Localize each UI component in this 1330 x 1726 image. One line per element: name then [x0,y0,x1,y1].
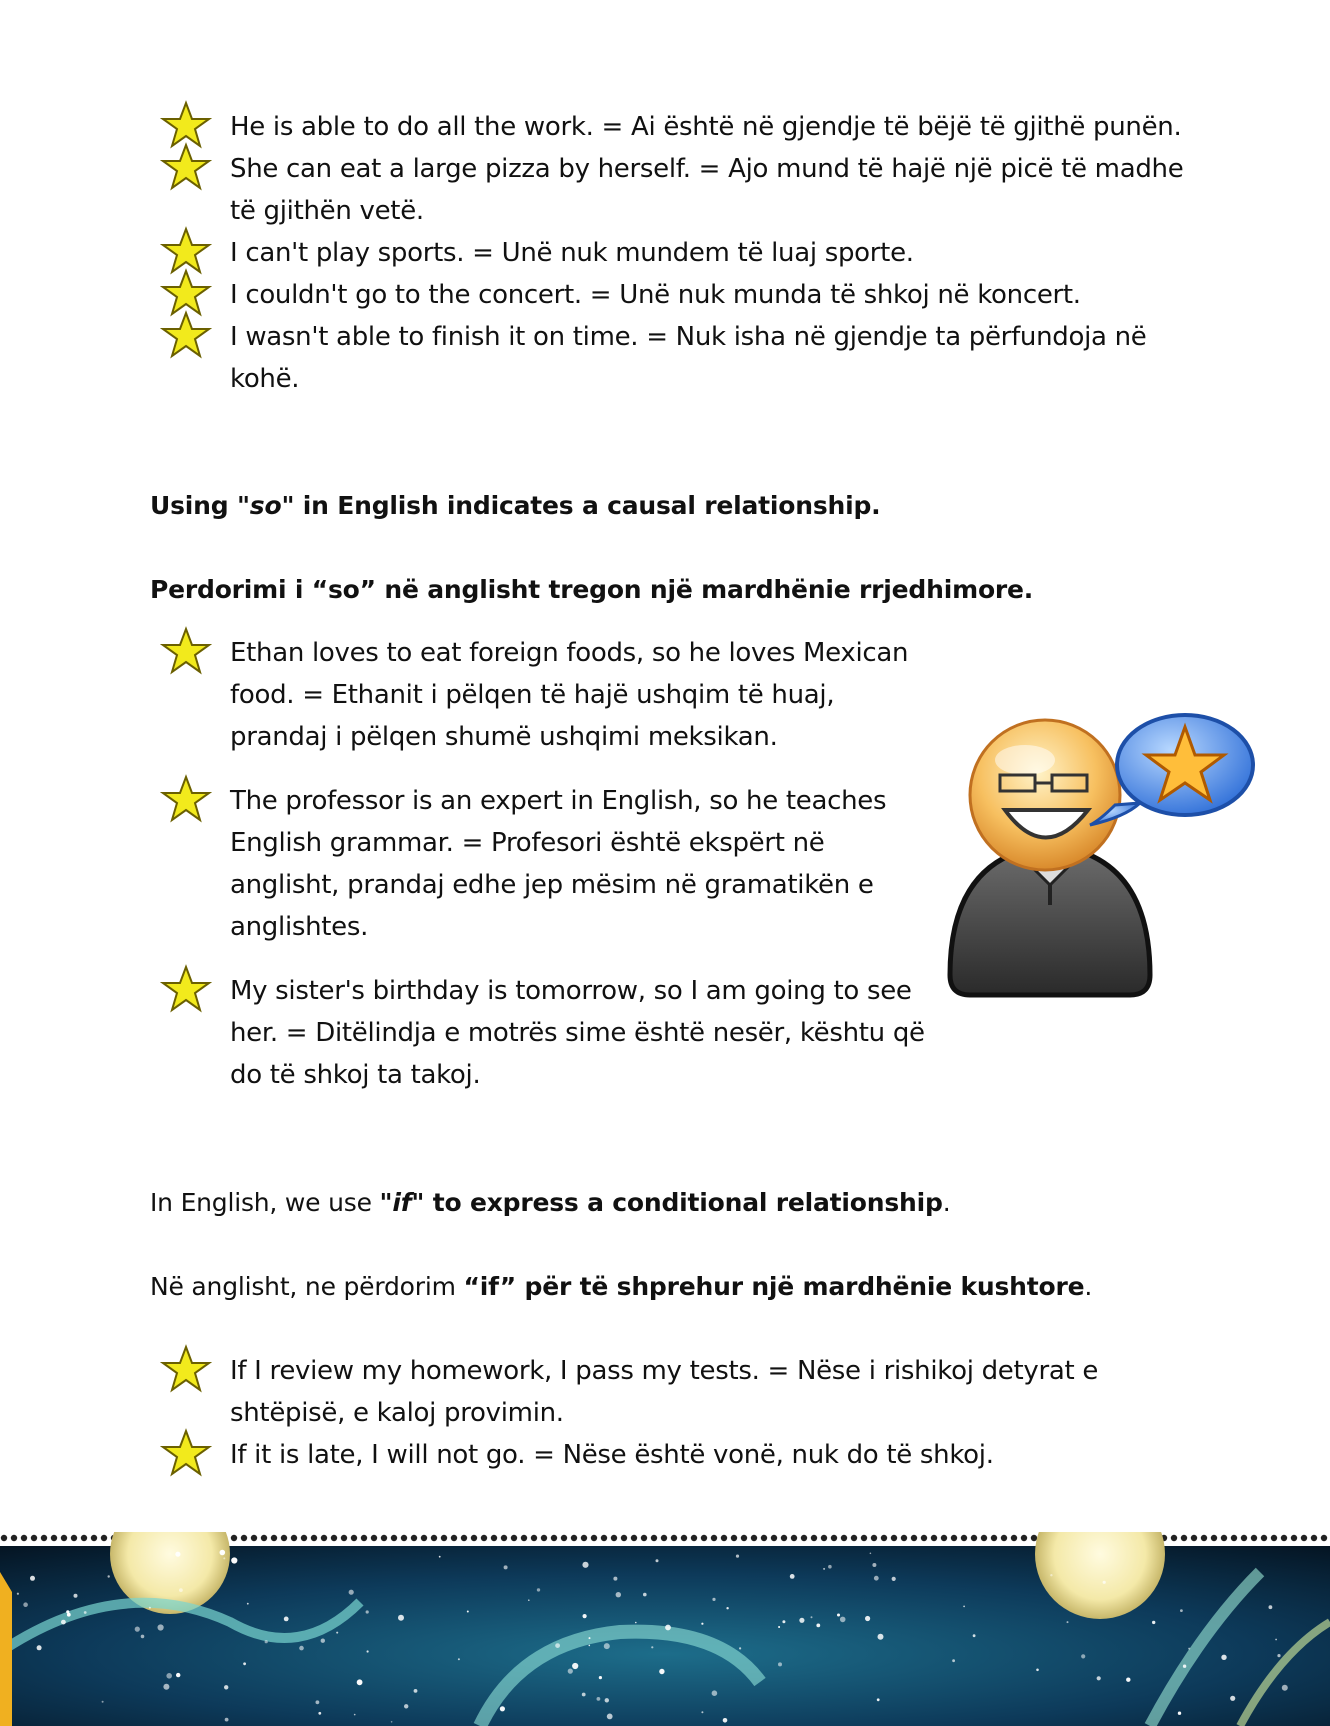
sky-star [878,1634,884,1640]
sky-star [284,1617,289,1622]
example-line: food. = Ethanit i pëlqen të hajë ushqim të huaj, [230,680,835,710]
border-dot [461,1535,467,1541]
sky-star [782,1620,785,1623]
border-dot [1261,1535,1267,1541]
sky-star [1221,1655,1226,1660]
border-dot [911,1535,917,1541]
border-dot [341,1535,347,1541]
border-dot [31,1535,37,1541]
border-dot [841,1535,847,1541]
sky-star [67,1613,71,1617]
border-dot [1271,1535,1277,1541]
example-item [160,316,1183,400]
border-dot [541,1535,547,1541]
if-albanian-prefix: Në anglisht, ne përdorim [150,1272,464,1301]
border-dot [241,1535,247,1541]
sky-star [1275,1639,1277,1641]
if-heading-albanian [150,1270,1092,1304]
sky-star [811,1616,813,1618]
sky-star [613,1577,617,1581]
sky-star [1178,1712,1181,1715]
sky-star [1126,1678,1130,1682]
border-dot [771,1535,777,1541]
sky-star [739,1647,741,1649]
sky-star [874,1576,879,1581]
sky-star [599,1676,602,1679]
sky-star [651,1646,653,1648]
sky-star [223,1557,225,1559]
sky-star [354,1714,356,1716]
example-line: prandaj i pëlqen shumë ushqimi meksikan. [230,722,778,752]
so-heading-prefix: Using " [150,491,250,520]
sky-star [504,1565,508,1569]
if-albanian-end: . [1084,1272,1093,1301]
sky-star [247,1603,249,1605]
border-dot [901,1535,907,1541]
sky-star [837,1614,840,1617]
sky-star [265,1640,268,1643]
sky-star [607,1714,613,1720]
border-dot [61,1535,67,1541]
sky-star [1103,1581,1106,1584]
border-dot [1181,1535,1187,1541]
border-dot [641,1535,647,1541]
border-dot [921,1535,927,1541]
so-heading-english [150,489,880,523]
sky-star [616,1592,621,1597]
border-dot [701,1535,707,1541]
sky-star [870,1553,872,1555]
border-dot [881,1535,887,1541]
sky-star [321,1639,325,1643]
border-dot [661,1535,667,1541]
example-item [160,1434,1098,1476]
sky-star [299,1646,304,1651]
sky-star [1050,1574,1052,1576]
border-dot [1281,1535,1287,1541]
border-dot [281,1535,287,1541]
border-dot [1,1535,7,1541]
border-dot [401,1535,407,1541]
border-dot [391,1535,397,1541]
border-dot [851,1535,857,1541]
sky-star [163,1684,169,1690]
border-dot [411,1535,417,1541]
if-albanian-bold: “if” për të shprehur një mardhënie kushtore [463,1272,1085,1301]
border-dot [1011,1535,1017,1541]
example-line: të gjithën vetë. [230,196,424,226]
border-dot [951,1535,957,1541]
ability-examples-list [160,106,1183,400]
sky-star [404,1704,408,1708]
sky-star [963,1606,965,1608]
border-dot [431,1535,437,1541]
border-dot [581,1535,587,1541]
if-heading-rest: to express a conditional relationship [424,1188,943,1217]
border-dot [791,1535,797,1541]
border-dot [1291,1535,1297,1541]
sky-star [458,1658,460,1660]
border-dot [81,1535,87,1541]
border-dot [1241,1535,1247,1541]
example-line: English grammar. = Profesori është ekspërt në [230,828,825,858]
sky-star [816,1624,820,1628]
border-dot [591,1535,597,1541]
border-dot [811,1535,817,1541]
sky-star [367,1650,369,1652]
example-line: anglishtes. [230,912,369,942]
example-line: do të shkoj ta takoj. [230,1060,481,1090]
border-dot [551,1535,557,1541]
sky-star [635,1622,637,1624]
sky-star [366,1610,369,1613]
sky-star [175,1552,180,1557]
border-dot [891,1535,897,1541]
sky-star [141,1635,145,1639]
border-dot [1001,1535,1007,1541]
yellow-star-icon [160,626,212,678]
sky-star [712,1690,718,1696]
border-dot [421,1535,427,1541]
example-item [160,148,1183,232]
sky-star [357,1679,363,1685]
border-dot [1301,1535,1307,1541]
border-dot [371,1535,377,1541]
example-line: The professor is an expert in English, so he teaches [230,786,887,816]
example-line: My sister's birthday is tomorrow, so I am going to see [230,976,912,1006]
yellow-star-icon [160,1428,212,1480]
border-dot [481,1535,487,1541]
sky-star [336,1632,338,1634]
sky-star [528,1599,530,1601]
example-line: Ethan loves to eat foreign foods, so he loves Mexican [230,638,909,668]
border-dot [531,1535,537,1541]
sky-star [572,1663,578,1669]
border-dot [331,1535,337,1541]
sky-star [318,1712,321,1715]
border-dot [781,1535,787,1541]
example-line: kohë. [230,364,300,394]
sky-star [665,1625,671,1631]
border-dot [71,1535,77,1541]
sky-star [391,1721,393,1723]
border-dot [351,1535,357,1541]
sky-star [23,1602,28,1607]
example-item [160,106,1183,148]
if-keyword: if [392,1188,412,1217]
example-line: If I review my homework, I pass my tests. = Nëse i rishikoj detyrat e [230,1356,1099,1386]
border-dot [571,1535,577,1541]
border-dot [11,1535,17,1541]
border-dot [321,1535,327,1541]
yellow-star-icon [160,774,212,826]
border-dot [101,1535,107,1541]
sky-star [1230,1696,1235,1701]
sky-star [220,1550,226,1556]
sky-star [74,1594,78,1598]
sky-star [790,1574,795,1579]
sky-star [726,1607,728,1609]
sky-star [582,1562,588,1568]
sky-star [823,1568,825,1570]
sky-star [176,1673,180,1677]
sky-star [589,1645,591,1647]
sky-star [224,1685,228,1689]
sky-star [892,1577,896,1581]
sky-star [1036,1669,1039,1672]
border-dot [51,1535,57,1541]
sky-star [736,1555,739,1558]
border-dot [291,1535,297,1541]
sky-star [840,1617,846,1623]
sky-star [349,1590,354,1595]
border-dot [521,1535,527,1541]
border-dot [691,1535,697,1541]
sky-star [643,1593,647,1597]
sky-star [149,1607,151,1609]
sky-star [1152,1621,1155,1624]
border-dot [1251,1535,1257,1541]
border-dot [961,1535,967,1541]
border-dot [971,1535,977,1541]
professor-avatar-icon [940,705,1260,1005]
border-dot [251,1535,257,1541]
sky-star [1180,1609,1183,1612]
border-dot [831,1535,837,1541]
if-heading-prefix: In English, we use [150,1188,380,1217]
sky-star [17,1593,19,1595]
sky-star [1277,1654,1280,1657]
border-dot [1211,1535,1217,1541]
border-dot [91,1535,97,1541]
sky-star [799,1618,804,1623]
border-dot [941,1535,947,1541]
sky-star [135,1627,140,1632]
border-dot [651,1535,657,1541]
yellow-star-icon [160,964,212,1016]
sky-star [597,1697,601,1701]
example-item [160,632,925,758]
example-item [160,780,925,948]
yellow-star-icon [160,1344,212,1396]
sky-star [582,1693,586,1697]
border-dot [441,1535,447,1541]
border-dot [511,1535,517,1541]
border-dot [671,1535,677,1541]
if-heading-end: . [942,1188,951,1217]
border-dot [361,1535,367,1541]
example-item [160,274,1183,316]
sky-star [828,1565,832,1569]
example-line: I wasn't able to finish it on time. = Nuk isha në gjendje ta përfundoja në [230,322,1147,352]
border-dot [711,1535,717,1541]
border-dot [731,1535,737,1541]
sky-star [1067,1621,1069,1623]
border-dot [611,1535,617,1541]
sky-star [1282,1685,1288,1691]
if-quote-close: " [411,1188,425,1217]
example-line: If it is late, I will not go. = Nëse është vonë, nuk do të shkoj. [230,1440,994,1470]
border-dot [1221,1535,1227,1541]
example-line: anglisht, prandaj edhe jep mësim në gramatikën e [230,870,874,900]
border-dot [861,1535,867,1541]
sky-star [37,1645,42,1650]
sky-star [439,1556,441,1558]
border-dot [1031,1535,1037,1541]
sky-star [243,1662,246,1665]
border-dot [871,1535,877,1541]
sky-star [102,1701,104,1703]
sky-star [1081,1654,1085,1658]
sky-star [179,1588,183,1592]
border-dot [1021,1535,1027,1541]
example-item [160,1350,1098,1434]
sky-star [555,1643,560,1648]
border-dot [1171,1535,1177,1541]
sky-star [778,1662,782,1666]
border-dot [1321,1535,1327,1541]
border-dot [801,1535,807,1541]
sky-star [166,1673,172,1679]
border-dot [301,1535,307,1541]
yellow-star-icon [160,142,212,194]
border-dot [601,1535,607,1541]
sky-star [1188,1648,1190,1650]
sky-star [225,1718,229,1722]
border-dot [761,1535,767,1541]
sky-star [583,1614,587,1618]
sky-star [865,1616,870,1621]
sky-star [467,1611,469,1613]
border-dot [561,1535,567,1541]
if-heading-english [150,1186,950,1220]
example-line: I can't play sports. = Unë nuk mundem të luaj sporte. [230,238,914,268]
border-dot [271,1535,277,1541]
border-dot [1231,1535,1237,1541]
sky-star [568,1669,573,1674]
if-quote-open: " [379,1188,393,1217]
border-dot [1191,1535,1197,1541]
border-dot [501,1535,507,1541]
so-keyword: so [249,491,282,520]
sky-star [701,1623,703,1625]
example-line: her. = Ditëlindja e motrës sime është nesër, kështu që [230,1018,925,1048]
sky-star [231,1557,237,1563]
so-heading-suffix: " in English indicates a causal relationship. [281,491,881,520]
sky-star [589,1637,591,1639]
sky-star [500,1706,505,1711]
border-dot [991,1535,997,1541]
sky-star [1097,1676,1101,1680]
border-dot [621,1535,627,1541]
sky-star [656,1559,659,1562]
sky-star [872,1563,876,1567]
border-dot [741,1535,747,1541]
sky-star [30,1576,35,1581]
border-dot [261,1535,267,1541]
sky-star [158,1624,164,1630]
border-dot [1201,1535,1207,1541]
border-dot [981,1535,987,1541]
sky-star [84,1611,87,1614]
sky-star [712,1598,715,1601]
conditional-examples-list [160,1350,1098,1476]
sky-star [605,1698,609,1702]
border-dot [311,1535,317,1541]
border-dot [21,1535,27,1541]
sky-star [1183,1665,1186,1668]
sky-star [952,1659,955,1662]
example-line: shtëpisë, e kaloj provimin. [230,1398,564,1428]
sky-star [604,1643,610,1649]
border-dot [821,1535,827,1541]
border-dot [1311,1535,1317,1541]
example-line: He is able to do all the work. = Ai është në gjendje të bëjë të gjithë punën. [230,112,1182,142]
example-item [160,970,925,1096]
border-dot [931,1535,937,1541]
sky-star [973,1634,976,1637]
sky-star [778,1626,780,1628]
border-dot [491,1535,497,1541]
causal-examples-list [160,632,925,1096]
sky-star [701,1711,703,1713]
border-dot [681,1535,687,1541]
border-dot [231,1535,237,1541]
example-line: She can eat a large pizza by herself. = Ajo mund të hajë një picë të madhe [230,154,1184,184]
sky-star [316,1700,320,1704]
sky-star [398,1615,404,1621]
example-line: I couldn't go to the concert. = Unë nuk munda të shkoj në koncert. [230,280,1081,310]
sky-star [877,1698,880,1701]
sky-star [66,1610,69,1613]
sky-star [1269,1605,1273,1609]
sky-star [537,1588,540,1591]
example-item [160,232,1183,274]
border-dot [451,1535,457,1541]
border-dot [721,1535,727,1541]
yellow-star-icon [160,310,212,362]
so-heading-albanian: Perdorimi i “so” në anglisht tregon një mardhënie rrjedhimore. [150,575,1034,604]
border-dot [381,1535,387,1541]
border-dot [631,1535,637,1541]
sky-star [61,1620,66,1625]
sky-star [414,1689,418,1693]
sky-star [108,1575,110,1577]
border-dot [471,1535,477,1541]
night-sky-banner [0,1532,1330,1726]
border-dot [751,1535,757,1541]
sky-star [723,1718,728,1723]
sky-star [659,1669,664,1674]
border-dot [41,1535,47,1541]
